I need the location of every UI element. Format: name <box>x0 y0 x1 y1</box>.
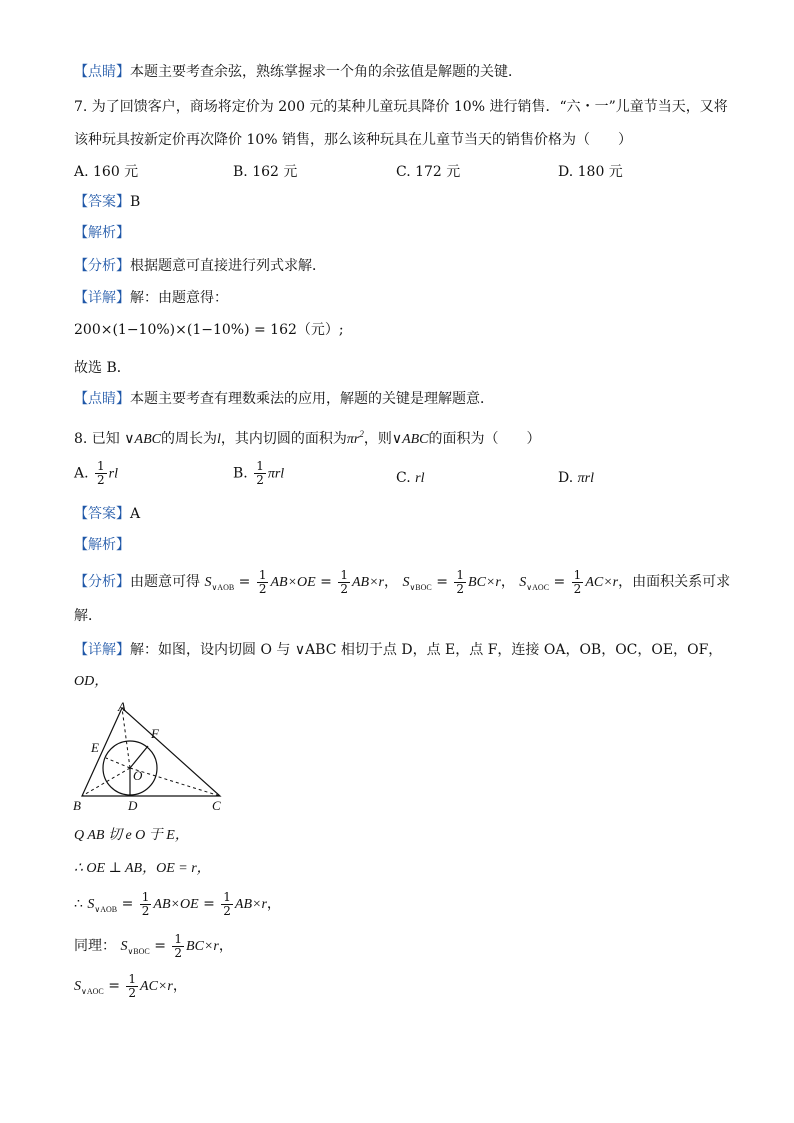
q7-choose: 故选 B． <box>74 360 131 376</box>
triangle-abc: ∨ABC <box>391 432 429 447</box>
q8-option-b: B. $\frac{1}{2}$ πrl <box>233 459 285 487</box>
q8-step3: ∴ $S_{\vee AOB}$ = $\frac{1}{2}$ AB×OE = $\frac{1}{2}$ AB×r， <box>74 889 281 918</box>
point-label-e: E <box>91 740 99 755</box>
q7-stem-line1: 7. 为了回馈客户，商场将定价为 200 元的某种儿童玩具降价 10% 进行销售．“六・一”儿童节当天，又将 <box>74 99 728 115</box>
triangle-abc: ∨ABC <box>124 432 161 447</box>
comment-tag: 【点睛】 <box>74 64 130 80</box>
point-label-o: O <box>133 768 143 783</box>
comment-text: 本题主要考查余弦，熟练掌握求一个角的余弦值是解题的关键． <box>130 64 522 80</box>
fraction: $\frac{1}{2}$ <box>97 459 105 487</box>
q8-stem <box>74 424 541 450</box>
q8-step5: $S_{\vee AOC}$ = $\frac{1}{2}$ AC×r， <box>74 971 187 1000</box>
q7-option-c: C. 172 元 <box>396 164 461 180</box>
q8-detail-line1: 【详解】解：如图，设内切圆 O 与 ∨ABC 相切于点 D，点 E，点 F，连接 OA，OB，OC，OE，OF， <box>74 642 723 658</box>
q8-fenxi-line2: 解． <box>74 608 102 624</box>
fenxi-tag: 【分析】 <box>74 574 130 590</box>
q7-detail-line <box>74 288 228 308</box>
point-label-f: F <box>151 726 159 741</box>
area-aoc: $S_{\vee AOC}$ <box>519 575 550 592</box>
point-label-a: A <box>118 699 126 714</box>
fraction: $\frac{1}{2}$ <box>256 459 264 487</box>
q8-option-c: C. rl <box>396 470 425 486</box>
q7-comment-line <box>74 389 494 409</box>
fenxi-tag: 【分析】 <box>74 258 130 274</box>
area-boc: $S_{\vee BOC}$ <box>402 575 432 592</box>
q7-analysis-tag: 【解析】 <box>74 225 130 241</box>
q8-detail-line2: OD， <box>74 674 109 689</box>
segment-oe <box>106 758 130 768</box>
q8-option-d: D. πrl <box>558 470 594 486</box>
q7-answer-line <box>74 192 140 212</box>
point-label-d: D <box>128 798 138 813</box>
answer-tag: 【答案】 <box>74 194 130 210</box>
segment-ob <box>82 768 130 796</box>
answer-value: A <box>130 506 141 522</box>
q7-option-a: A. 160 元 <box>74 164 139 180</box>
point-label-c: C <box>212 798 221 813</box>
pi-r-squared: $\pi r^2$ <box>346 429 364 447</box>
segment-of <box>130 746 148 768</box>
area-aob: $S_{\vee AOB}$ <box>204 575 235 592</box>
answer-value: B <box>130 194 141 210</box>
detail-tag: 【详解】 <box>74 290 130 306</box>
q7-option-b: B. 162 元 <box>233 164 298 180</box>
answer-tag: 【答案】 <box>74 506 130 522</box>
stem-part: 的面积为（ ） <box>428 431 541 447</box>
stem-part: 8. 已知 <box>74 431 120 447</box>
segment-oa <box>122 708 130 768</box>
q8-step2: ∴ OE ⊥ AB，OE = r， <box>74 861 211 876</box>
stem-part: ，其内切圆的面积为 <box>220 431 347 447</box>
prev-comment-line <box>74 62 522 82</box>
q8-analysis-tag: 【解析】 <box>74 537 130 553</box>
perimeter-l: l <box>216 432 221 447</box>
q8-step4: 同理： $S_{\vee BOC}$ = $\frac{1}{2}$ BC×r， <box>74 931 233 960</box>
q8-option-a: A. $\frac{1}{2}$ rl <box>74 459 118 487</box>
q8-answer-line <box>74 504 140 524</box>
incircle-triangle-figure <box>70 698 230 818</box>
q7-formula: 200×(1−10%)×(1−10%) = 162（元）; <box>74 322 344 338</box>
q7-option-d: D. 180 元 <box>558 164 623 180</box>
q7-fenxi-line <box>74 256 326 276</box>
detail-tag: 【详解】 <box>74 642 130 658</box>
point-label-b: B <box>73 798 81 813</box>
q7-stem-line2: 该种玩具按新定价再次降价 10% 销售，那么该种玩具在儿童节当天的销售价格为（ ） <box>74 132 633 148</box>
comment-tag: 【点睛】 <box>74 391 130 407</box>
q8-fenxi-line: 【分析】由题意可得 $S_{\vee AOB}$ = $\frac{1}{2}$ AB×OE = $\frac{1}{2}$ AB×r， $S_{\vee BOC}$ = $\frac{1}{2}$ BC×r， $S_{\vee AOC}$ = $\frac{1}{2}$ AC×r，由面积关系可求 <box>74 567 731 596</box>
comment-text: 本题主要考查有理数乘法的应用，解题的关键是理解题意． <box>130 391 494 407</box>
detail-text: 解：由题意得： <box>130 290 228 306</box>
q8-step1: Q AB 切 e O 于 E， <box>74 828 189 843</box>
fenxi-text: 根据题意可直接进行列式求解． <box>130 258 326 274</box>
stem-part: ，则 <box>363 431 392 447</box>
stem-part: 的周长为 <box>160 431 217 447</box>
